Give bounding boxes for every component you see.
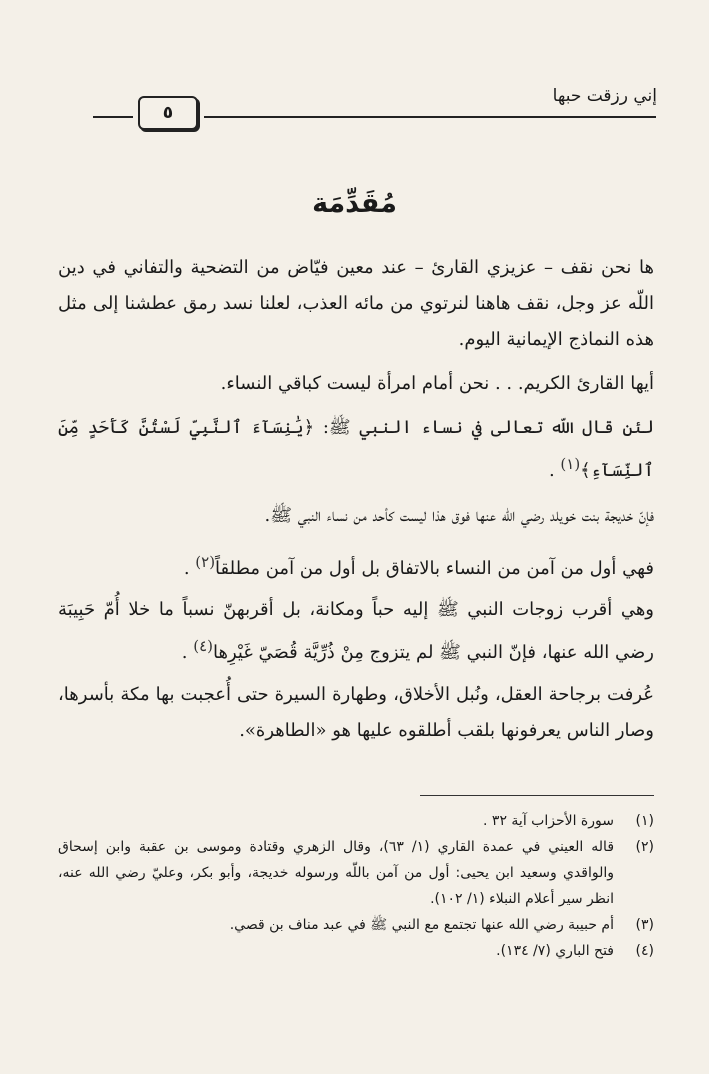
paragraph-6-text: وهي أقرب زوجات النبي ﷺ إليه حباً ومكانة، بل أقربهنّ نسباً ما خلا أُمّ حَبِيبَة رضي الله عنها، فإنّ النبي ﷺ لم يتزوج مِنْ ذُرِّيَّة قُصَيّ غَيْرِها bbox=[58, 599, 655, 663]
footnote-number: (٢) bbox=[635, 839, 654, 855]
page-number-box bbox=[138, 96, 198, 130]
footnote-text: قاله العيني في عمدة القاري (١/ ٦٣)، وقال الزهري وقتادة وموسى بن عقبة وابن إسحاق والواقدي وسعيد ابن يحيى: أول من آمن باللّه ورسوله خديجة، وأبو بكر، وعليّ رضي الله عنه، انظر سير أعلام النبلاء (١/ ١٠٢). bbox=[58, 839, 615, 907]
footnote-number: (٤) bbox=[635, 943, 654, 959]
footnote-item bbox=[58, 912, 654, 938]
paragraph-3: لئن قال اللّه تعالى في نساء النبي ﷺ: ﴿يَٰنِسَآءَ ٱلنَّبِيِّ لَسْتُنَّ كَأَحَدٍ مِّنَ ٱلنِّسَآءِ﴾$^{(١)}$ . bbox=[58, 417, 654, 481]
footnote-item bbox=[58, 938, 654, 964]
footnote-item bbox=[58, 834, 654, 912]
paragraph-5: فهي أول من آمن من النساء بالاتفاق بل أول من آمن مطلقاً$^{(٢)}$ . bbox=[183, 553, 654, 579]
paragraph-4: فإنّ خديجة بنت خويلد رضي الله عنها فوق هذا ليست كأحد من نساء النبي ﷺ. bbox=[264, 505, 654, 526]
header-rule-short bbox=[93, 116, 133, 118]
footnote-number: (١) bbox=[635, 813, 654, 829]
paragraph-2: أيها القارئ الكريم. . . نحن أمام امرأة ليست كباقي النساء. bbox=[220, 373, 654, 394]
paragraph-6: وهي أقرب زوجات النبي ﷺ إليه حباً ومكانة، بل أقربهنّ نسباً ما خلا أُمّ حَبِيبَة رضي الله عنها، فإنّ النبي ﷺ لم يتزوج مِنْ ذُرِّيَّة قُصَيّ غَيْرِها$^{(٤)}$ . bbox=[58, 599, 655, 663]
paragraph-1: ها نحن نقف – عزيزي القارئ – عند معين فيّاض من التضحية والتفاني في دين اللّه عز وجل، نقف هاهنا لنرتوي من مائه العذب، لعلنا نسد رمق عطشنا إلى مثل هذه النماذج الإيمانية اليوم. bbox=[58, 257, 654, 350]
footnotes bbox=[58, 808, 654, 964]
paragraph-7: عُرفت برجاحة العقل، ونُبل الأخلاق، وطهارة السيرة حتى أُعجبت بها مكة بأسرها، وصار الناس يعرفونها بلقب أطلقوه عليها هو «الطاهرة». bbox=[58, 684, 654, 741]
footnote-text: فتح الباري (٧/ ١٣٤). bbox=[496, 943, 614, 959]
footnote-item bbox=[58, 808, 654, 834]
header-rule bbox=[204, 116, 656, 118]
footnote-separator bbox=[420, 795, 654, 796]
footnote-text: أم حبيبة رضي الله عنها تجتمع مع النبي ﷺ في عبد مناف بن قصي. bbox=[229, 917, 614, 933]
footnote-text: سورة الأحزاب آية ٣٢ . bbox=[483, 813, 614, 829]
running-header-title: إني رزقت حبها bbox=[552, 86, 657, 106]
footnote-ref-4[interactable]: (٤) bbox=[193, 637, 213, 655]
footnote-ref-2[interactable]: (٢) bbox=[195, 553, 216, 571]
section-title: مُقَدِّمَة bbox=[312, 188, 397, 219]
footnote-ref-1[interactable]: (١) bbox=[560, 455, 581, 473]
page-number: ٥ bbox=[162, 103, 174, 123]
paragraph-3-text: لئن قال اللّه تعالى في نساء النبي ﷺ: ﴿يَٰنِسَآءَ ٱلنَّبِيِّ لَسْتُنَّ كَأَحَدٍ مِّنَ ٱلنِّسَآءِ﴾ bbox=[58, 417, 654, 481]
paragraph-5-text: فهي أول من آمن من النساء بالاتفاق بل أول من آمن مطلقاً bbox=[215, 558, 654, 579]
footnote-number: (٣) bbox=[635, 917, 654, 933]
